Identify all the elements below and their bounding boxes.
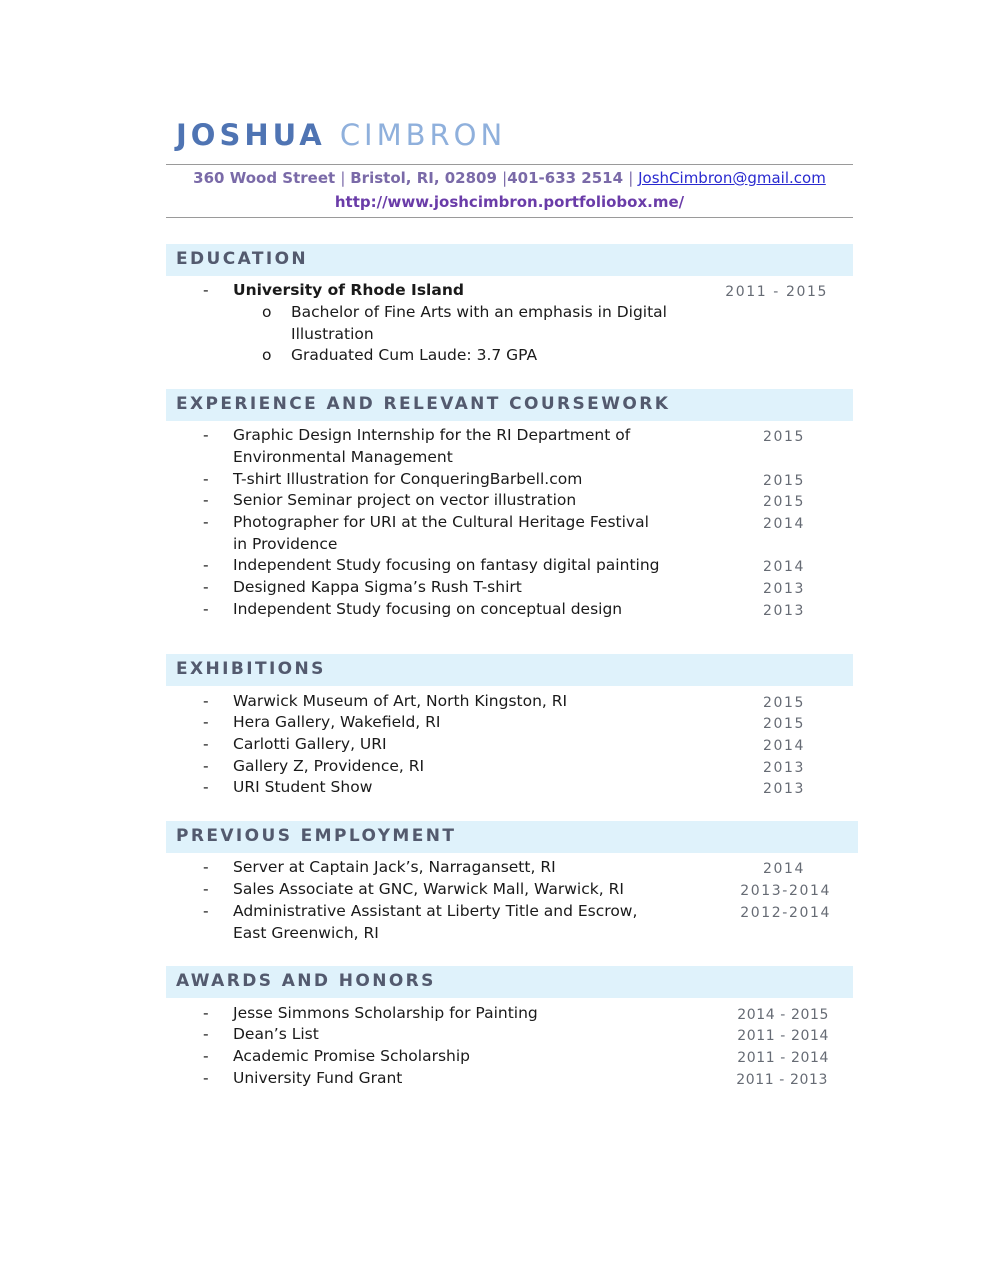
dash-bullet: - xyxy=(203,1025,209,1043)
dash-bullet: - xyxy=(203,1004,209,1022)
dash-bullet: - xyxy=(203,692,209,710)
year: 2015 xyxy=(762,716,805,732)
dash-bullet: - xyxy=(203,281,209,299)
email-link[interactable]: JoshCimbron@gmail.com xyxy=(638,169,826,187)
year: 2011 - 2015 xyxy=(725,284,828,300)
applicant-name xyxy=(176,118,506,152)
section-title: EDUCATION xyxy=(176,249,309,269)
dash-bullet: - xyxy=(203,1047,209,1065)
dash-bullet: - xyxy=(203,713,209,731)
dash-bullet: - xyxy=(203,1069,209,1087)
section-education xyxy=(166,244,853,276)
dash-bullet: - xyxy=(203,778,209,796)
honors: Graduated Cum Laude: 3.7 GPA xyxy=(291,346,538,364)
item-text: URI Student Show xyxy=(233,778,373,796)
item-text: Jesse Simmons Scholarship for Painting xyxy=(233,1004,538,1022)
item-text: Hera Gallery, Wakefield, RI xyxy=(233,713,441,731)
section-title: PREVIOUS EMPLOYMENT xyxy=(176,826,457,846)
section-awards xyxy=(166,966,853,998)
item-text: University Fund Grant xyxy=(233,1069,403,1087)
year: 2011 - 2014 xyxy=(737,1050,829,1066)
dash-bullet: - xyxy=(203,600,209,618)
item-text: Dean’s List xyxy=(233,1025,319,1043)
circle-bullet: o xyxy=(262,303,272,321)
section-exhibitions xyxy=(166,654,853,686)
item-text: Academic Promise Scholarship xyxy=(233,1047,471,1065)
year: 2011 - 2014 xyxy=(737,1028,829,1044)
year: 2013 xyxy=(762,581,805,597)
year: 2015 xyxy=(762,429,805,445)
year: 2011 - 2013 xyxy=(736,1072,828,1088)
circle-bullet: o xyxy=(262,346,272,364)
contact-line xyxy=(166,169,853,187)
address: 360 Wood Street xyxy=(193,169,336,187)
dash-bullet: - xyxy=(203,556,209,574)
item-text: Independent Study focusing on conceptual design xyxy=(233,600,623,618)
item-text: Warwick Museum of Art, North Kingston, RI xyxy=(233,692,568,710)
year: 2013-2014 xyxy=(740,883,831,899)
section-experience xyxy=(166,389,853,421)
item-text: Gallery Z, Providence, RI xyxy=(233,757,425,775)
dash-bullet: - xyxy=(203,858,209,876)
section-title: EXPERIENCE AND RELEVANT COURSEWORK xyxy=(176,394,671,414)
dash-bullet: - xyxy=(203,491,209,509)
dash-bullet: - xyxy=(203,902,209,920)
top-rule xyxy=(166,164,853,165)
item-text: Designed Kappa Sigma’s Rush T-shirt xyxy=(233,578,522,596)
item-text: Server at Captain Jack’s, Narragansett, RI xyxy=(233,858,556,876)
item-text: Independent Study focusing on fantasy digital painting xyxy=(233,556,660,574)
first-name: JOSHUA xyxy=(176,118,326,152)
section-title: AWARDS AND HONORS xyxy=(176,971,436,991)
item-text: Sales Associate at GNC, Warwick Mall, Warwick, RI xyxy=(233,880,624,898)
year: 2014 xyxy=(762,738,805,754)
website-line xyxy=(166,193,853,211)
separator: | xyxy=(502,169,508,187)
section-title: EXHIBITIONS xyxy=(176,659,326,679)
separator: | xyxy=(340,169,351,187)
item-text: Photographer for URI at the Cultural Heritage Festival in Providence xyxy=(233,513,649,553)
year: 2015 xyxy=(762,494,805,510)
section-employment xyxy=(166,821,858,853)
dash-bullet: - xyxy=(203,880,209,898)
dash-bullet: - xyxy=(203,513,209,531)
year: 2014 xyxy=(762,559,805,575)
dash-bullet: - xyxy=(203,735,209,753)
item-text: Senior Seminar project on vector illustration xyxy=(233,491,577,509)
item-text: Carlotti Gallery, URI xyxy=(233,735,387,753)
year: 2013 xyxy=(762,760,805,776)
website-link[interactable]: http://www.joshcimbron.portfoliobox.me/ xyxy=(334,193,685,211)
dash-bullet: - xyxy=(203,426,209,444)
degree: Bachelor of Fine Arts with an emphasis in Digital Illustration xyxy=(291,303,667,343)
item-text: T-shirt Illustration for ConqueringBarbell.com xyxy=(233,470,583,488)
year: 2012-2014 xyxy=(740,905,831,921)
year: 2013 xyxy=(762,781,805,797)
year: 2015 xyxy=(762,695,805,711)
year: 2015 xyxy=(762,473,805,489)
contact-rule xyxy=(166,217,853,218)
year: 2014 - 2015 xyxy=(737,1007,829,1023)
phone: 401-633 2514 xyxy=(507,169,624,187)
item-text: Graphic Design Internship for the RI Department of Environmental Management xyxy=(233,426,631,466)
year: 2014 xyxy=(762,516,805,532)
dash-bullet: - xyxy=(203,578,209,596)
item-text: Administrative Assistant at Liberty Title and Escrow, East Greenwich, RI xyxy=(233,902,638,942)
last-name: CIMBRON xyxy=(339,118,507,152)
city: Bristol, RI, 02809 xyxy=(350,169,497,187)
school-name: University of Rhode Island xyxy=(233,281,464,299)
dash-bullet: - xyxy=(203,470,209,488)
dash-bullet: - xyxy=(203,757,209,775)
separator: | xyxy=(628,169,639,187)
year: 2013 xyxy=(762,603,805,619)
year: 2014 xyxy=(762,861,805,877)
